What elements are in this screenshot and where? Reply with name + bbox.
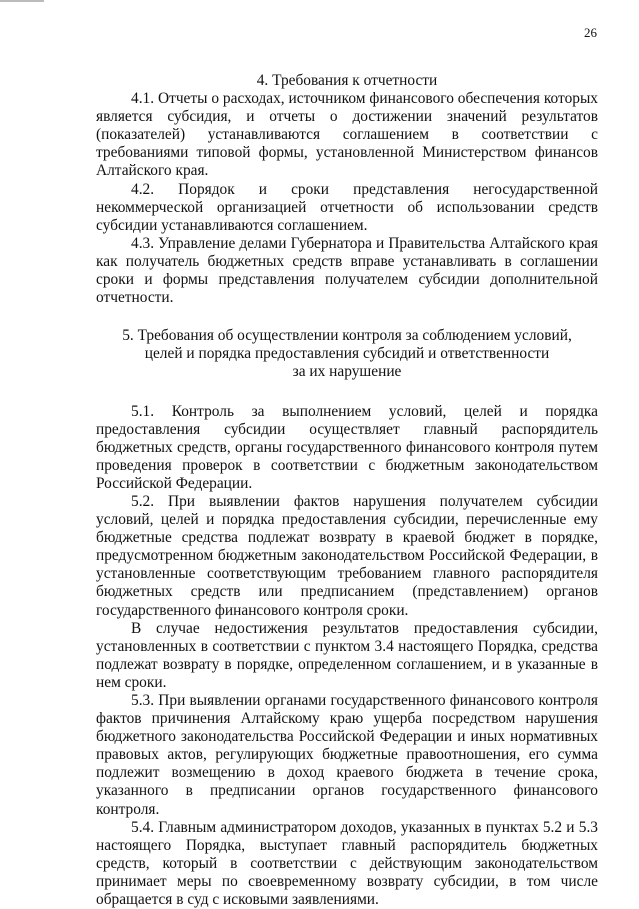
document-body — [96, 72, 598, 909]
section-5-heading-line-3: за их нарушение — [292, 363, 402, 381]
paragraph-4-1: 4.1. Отчеты о расходах, источником финансового обеспечения которых является субсидия, и отчеты о достижении значений результатов (показателей) устанавливаются соглашением в соответствии с требованиями типовой формы, установленной Министерством финансов Алтайского края. — [96, 90, 598, 180]
paragraph-5-3: 5.3. При выявлении органами государственного финансового контроля фактов причинения Алтайскому краю ущерба посредством нарушения бюджетного законодательства Российской Федерации и иных нормативных правовых актов, регулирующих бюджетные правоотношения, его сумма подлежит возмещению в доход краевого бюджета в течение срока, указанного в предписании органов государственного финансового контроля. — [96, 692, 598, 818]
section-5-heading-line-1: 5. Требования об осуществлении контроля за соблюдением условий, — [122, 327, 572, 345]
section-4-heading: 4. Требования к отчетности — [256, 72, 438, 89]
page-number: 26 — [584, 25, 597, 40]
scan-edge-mark — [0, 0, 44, 2]
section-5-heading — [96, 327, 598, 381]
paragraph-4-2: 4.2. Порядок и сроки представления негосударственной некоммерческой организацией отчетности об использовании средств субсидии устанавливаются соглашением. — [96, 180, 598, 234]
paragraph-5-2: 5.2. При выявлении фактов нарушения получателем субсидии условий, целей и порядка предоставления субсидии, перечисленные ему бюджетные средства подлежат возврату в краевой бюджет в порядке, предусмотренном бюджетным законодательством Российской Федерации, в установленные соответствующим требованием главного распорядителя бюджетных средств или предписанием (представлением) органов государственного финансового контроля сроки. — [96, 492, 598, 619]
section-5-heading-line-2: целей и порядка предоставления субсидий и ответственности — [144, 345, 550, 363]
paragraph-4-3: 4.3. Управление делами Губернатора и Правительства Алтайского края как получатель бюджетных средств вправе устанавливать в соглашении сроки и формы представления получателем субсидии дополнительной отчетности. — [96, 234, 598, 307]
paragraph-5-4: 5.4. Главным администратором доходов, указанных в пунктах 5.2 и 5.3 настоящего Порядка, выступает главный распорядитель бюджетных средств, который в соответствии с действующим законодательством принимает меры по своевременному возврату субсидии, в том числе обращается в суд с исковыми заявлениями. — [96, 818, 598, 909]
section-spacer — [96, 307, 598, 327]
section-spacer — [96, 382, 598, 403]
paragraph-5-1: 5.1. Контроль за выполнением условий, целей и порядка предоставления субсидии осуществляет главный распорядитель бюджетных средств, органы государственного финансового контроля путем проведения проверок в соответствии с бюджетным законодательством Российской Федерации. — [96, 402, 598, 492]
paragraph-5-2-continued: В случае недостижения результатов предоставления субсидии, установленных в соответствии с пунктом 3.4 настоящего Порядка, средства подлежат возврату в порядке, определенном соглашением, и в указанные в нем сроки. — [96, 619, 598, 691]
